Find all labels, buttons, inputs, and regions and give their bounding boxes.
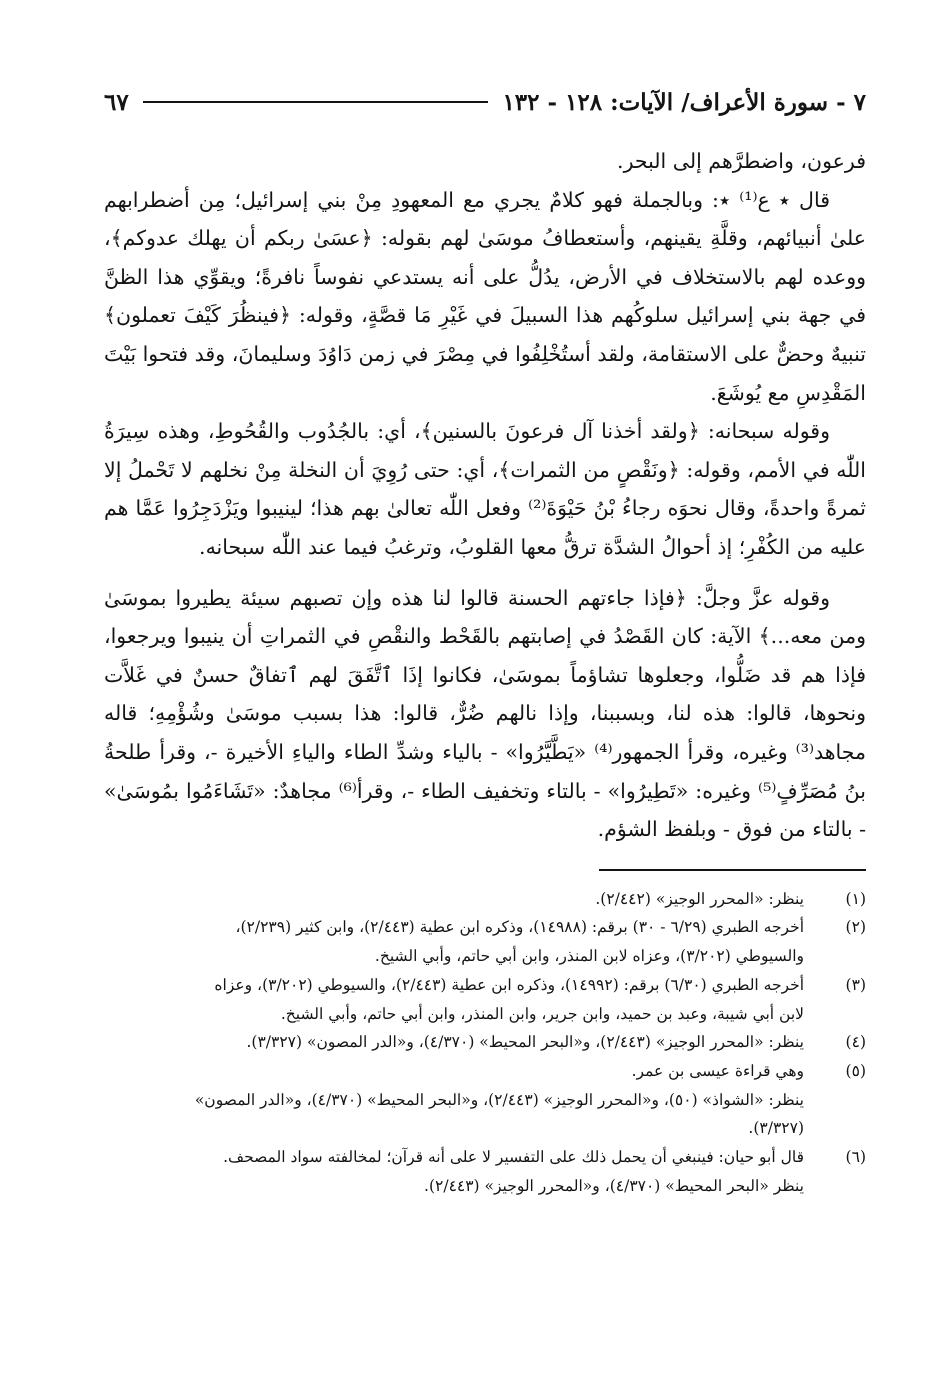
footnote-3 <box>104 971 866 1028</box>
main-text <box>104 142 866 849</box>
paragraph-3: وقوله سبحانه: ﴿ولقد أخذنا آل فرعونَ بالسنين﴾، أي: بالجُدُوب والقُحُوطِ، وهذه سِيرَةُ اللّٰه في الأمم، وقوله: ﴿ونَقْصٍ من الثمرات﴾، أي: حتى رُوِيَ أن النخلة مِنْ نخلهم لا تَحْملُ إلا ثمرةً واحدةً، وقال نحوَه رجاءُ بْنُ حَيْوَةَ⁽²⁾ وفعل اللّٰه تعالىٰ بهم هذا؛ لينيبوا ويَزْدَجِرُوا عَمَّا هم عليه من الكُفْرِ؛ إذ أحوالُ الشدَّة ترقُّ معها القلوبُ، وترغبُ فيما عند اللّٰه سبحانه. <box>104 419 866 559</box>
paragraph-2: قال ٭ ع⁽¹⁾ ٭: وبالجملة فهو كلامٌ يجري مع المعهودِ مِنْ بني إسرائيل؛ مِن أضطرابهم علىٰ أنبيائهم، وقلَّةِ يقينهم، وأستعطافُ موسَىٰ لهم بقوله: ﴿عسَىٰ ربكم أن يهلك عدوكم﴾، ووعده لهم بالاستخلاف في الأرض، يدُلُّ على أنه يستدعي نفوساً نافرةً؛ ويقوِّي هذا الظنَّ في جهة بني إسرائيل سلوكُهم هذا السبيلَ في غَيْرِ مَا قصَّةٍ، وقوله: ﴿فينظُرَ كَيْفَ تعملون﴾ تنبيهٌ وحضٌّ على الاستقامة، ولقد أستُخْلِفُوا في مِصْرَ في زمن دَاوُدَ وسليمانَ، وقد فتحوا بَيْتَ المَقْدِسِ مع يُوشَعَ. <box>104 187 866 405</box>
footnote-line: لابن أبي شيبة، وعبد بن حميد، وابن جرير، وابن المنذر، وابن أبي حاتم، وأبي الشيخ. <box>280 1004 804 1023</box>
page-number: ٦٧ <box>104 88 129 116</box>
footnote-line: والسيوطي (٣/٢٠٢)، وعزاه لابن المنذر، وابن أبي حاتم، وأبي الشيخ. <box>374 947 804 966</box>
header-rule <box>143 101 489 103</box>
footnote-number: (٤) <box>845 1033 866 1052</box>
footnote-line: أخرجه الطبري (٦/٢٩ - ٣٠) برقم: (١٤٩٨٨)، وذكره ابن عطية (٢/٤٤٣)، وابن كثير (٢/٢٣٩)، <box>235 918 804 937</box>
footnote-1 <box>104 885 866 914</box>
footnote-5 <box>104 1057 866 1143</box>
footnote-6 <box>104 1143 866 1200</box>
footnote-2 <box>104 913 866 970</box>
footnote-number: (٥) <box>845 1061 866 1080</box>
footnotes <box>104 885 866 1201</box>
footnote-line: أخرجه الطبري (٦/٣٠) برقم: (١٤٩٩٢)، وذكره ابن عطية (٢/٤٤٣)، والسيوطي (٣/٢٠٢)، وعزاه <box>214 975 804 994</box>
paragraph-4: وقوله عزَّ وجلَّ: ﴿فإذا جاءتهم الحسنة قالوا لنا هذه وإن تصبهم سيئة يطيروا بموسَىٰ ومن معه...﴾ الآية: كان القَصْدُ في إصابتهم بالقَحْط والنقْصِ في الثمراتِ أن ينيبوا ويرجعوا، فإذا هم قد ضَلُّوا، وجعلوها تشاؤماً بموسَىٰ، فكانوا إذَا ٱتَّفَقَ لهم ٱتفاقٌ حسنٌ في غَلاَّت ونحوها، قالوا: هذه لنا، وبسببنا، وإذا نالهم ضُرٌّ، قالوا: هذا بسبب موسَىٰ وشُؤْمِهِ؛ قاله مجاهد⁽³⁾ وغيره، وقرأ الجمهور⁽⁴⁾ «يَطَّيَّرُوا» - بالياء وشدِّ الطاء والياءِ الأخيرة -، وقرأ طلحةُ بنُ مُصَرِّفٍ⁽⁵⁾ وغيره: «تَطِيرُوا» - بالتاء وتخفيف الطاء -، وقرأ⁽⁶⁾ مجاهدٌ: «تَشَاءَمُوا بمُوسَىٰ» - بالتاء من فوق - وبلفظ الشؤم. <box>104 585 867 842</box>
paragraph-1: فرعون، واضطرَّهم إلى البحر. <box>617 149 866 173</box>
footnote-line: قال أبو حيان: فينبغي أن يحمل ذلك على التفسير لا على أنه قرآن؛ لمخالفته سواد المصحف. <box>223 1148 804 1167</box>
footnote-line: ينظر: «المحرر الوجيز» (٢/٤٤٢). <box>595 889 804 908</box>
footnote-line: (٣/٣٢٧). <box>748 1119 804 1138</box>
footnote-separator <box>599 869 866 871</box>
footnote-line: ينظر «البحر المحيط» (٤/٣٧٠)، و«المحرر الوجيز» (٢/٤٤٣). <box>424 1176 804 1195</box>
page-header <box>104 82 866 122</box>
footnote-number: (٦) <box>845 1148 866 1167</box>
footnote-line: ينظر: «الشواذ» (٥٠)، و«المحرر الوجيز» (٢/٤٤٣)، و«البحر المحيط» (٤/٣٧٠)، و«الدر المصون» <box>194 1090 804 1109</box>
footnote-number: (٢) <box>845 918 866 937</box>
footnote-line: ينظر: «المحرر الوجيز» (٢/٤٤٣)، و«البحر المحيط» (٤/٣٧٠)، و«الدر المصون» (٣/٣٢٧). <box>246 1033 804 1052</box>
footnote-line: وهي قراءة عيسى بن عمر. <box>631 1061 804 1080</box>
footnote-4 <box>104 1028 866 1057</box>
footnote-number: (١) <box>845 889 866 908</box>
book-page <box>104 82 866 1200</box>
footnote-number: (٣) <box>845 975 866 994</box>
running-title: ٧ - سورة الأعراف/ الآيات: ١٢٨ - ١٣٢ <box>502 88 866 116</box>
